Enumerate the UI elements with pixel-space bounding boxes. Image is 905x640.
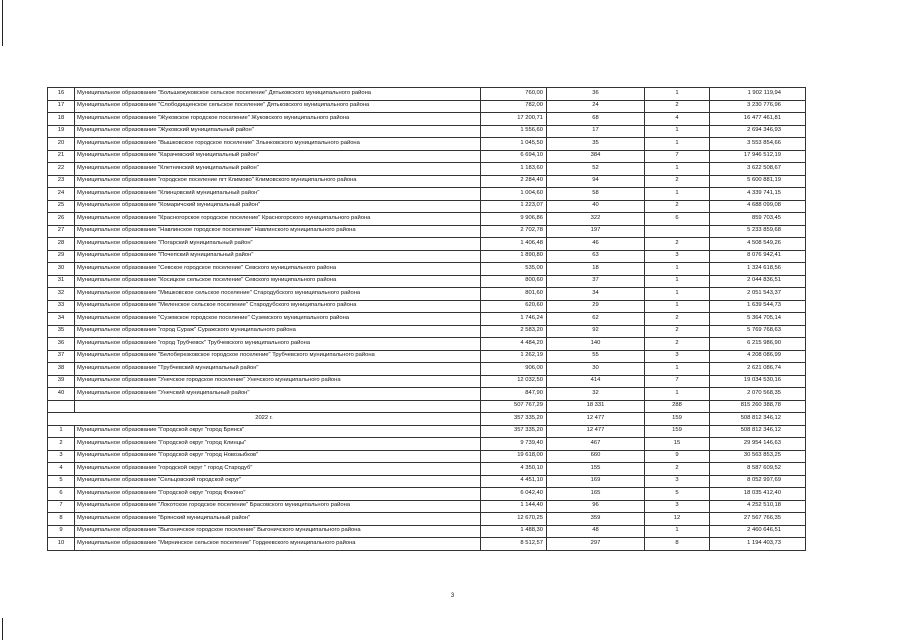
- row-count: 3: [645, 350, 710, 363]
- table-row: [48, 125, 806, 138]
- table-row: [48, 363, 806, 376]
- row-population: 359: [547, 513, 645, 526]
- row-area: 8 512,57: [481, 538, 547, 551]
- row-name: Муниципальное образование "Городской округ "город Брянск": [75, 425, 481, 438]
- row-name: Муниципальное образование "Выгоничское городское поселение" Выгоничского муниципального района: [75, 525, 481, 538]
- row-name: Муниципальное образование "Погарский муниципальный район": [75, 238, 481, 251]
- row-area: 4 350,10: [481, 463, 547, 476]
- table-row: [48, 138, 806, 151]
- row-number: 40: [48, 388, 75, 401]
- table-row: [48, 100, 806, 113]
- table-row: [48, 438, 806, 451]
- row-population: 32: [547, 388, 645, 401]
- table-row: [48, 150, 806, 163]
- row-name: Муниципальное образование "Мишковское сельское поселение" Стародубского муниципального района: [75, 288, 481, 301]
- row-number: 10: [48, 538, 75, 551]
- table-row: [48, 425, 806, 438]
- row-population: 18: [547, 263, 645, 276]
- table-row: [48, 338, 806, 351]
- row-number: 5: [48, 475, 75, 488]
- row-number: 39: [48, 375, 75, 388]
- row-sum: 27 567 766,35: [710, 513, 806, 526]
- row-name: Муниципальное образование "Мирнинское сельское поселение" Гордеевского муниципального района: [75, 538, 481, 551]
- row-population: 96: [547, 500, 645, 513]
- row-count: 6: [645, 213, 710, 226]
- row-name: Муниципальное образование "Сельцовский городской округ": [75, 475, 481, 488]
- row-sum: 4 508 549,26: [710, 238, 806, 251]
- data-table: [47, 87, 806, 551]
- row-count: 2: [645, 238, 710, 251]
- year-sum: 508 812 346,12: [710, 413, 806, 426]
- row-area: 9 906,86: [481, 213, 547, 226]
- table-row: [48, 450, 806, 463]
- total-area: 507 767,29: [481, 400, 547, 413]
- row-number: 18: [48, 113, 75, 126]
- row-population: 46: [547, 238, 645, 251]
- row-population: 62: [547, 313, 645, 326]
- row-sum: 19 034 530,16: [710, 375, 806, 388]
- row-area: 760,00: [481, 88, 547, 101]
- row-sum: 4 339 741,15: [710, 188, 806, 201]
- row-count: 3: [645, 250, 710, 263]
- row-count: 2: [645, 313, 710, 326]
- row-count: [645, 225, 710, 238]
- row-area: 620,60: [481, 300, 547, 313]
- row-area: 1 746,24: [481, 313, 547, 326]
- row-area: 782,00: [481, 100, 547, 113]
- row-sum: 2 070 568,35: [710, 388, 806, 401]
- row-name: Муниципальное образование "Комаричский муниципальный район": [75, 200, 481, 213]
- row-name: Муниципальное образование "Суземское городское поселение" Суземского муниципального района: [75, 313, 481, 326]
- row-population: 297: [547, 538, 645, 551]
- table-row: [48, 538, 806, 551]
- row-name: Муниципальное образование "Клинцовский муниципальный район": [75, 188, 481, 201]
- row-count: 3: [645, 475, 710, 488]
- row-area: 19 618,00: [481, 450, 547, 463]
- row-sum: 5 600 881,19: [710, 175, 806, 188]
- row-count: 8: [645, 538, 710, 551]
- year-pop: 12 477: [547, 413, 645, 426]
- row-population: 58: [547, 188, 645, 201]
- row-area: 4 484,20: [481, 338, 547, 351]
- row-name: Муниципальное образование "Вышковское городское поселение" Злынковского муниципального района: [75, 138, 481, 151]
- row-name: Муниципальное образование "Почепский муниципальный район": [75, 250, 481, 263]
- row-area: 2 702,78: [481, 225, 547, 238]
- table-row: [48, 163, 806, 176]
- row-population: 37: [547, 275, 645, 288]
- row-number: 17: [48, 100, 75, 113]
- row-population: 52: [547, 163, 645, 176]
- row-population: 17: [547, 125, 645, 138]
- row-count: 1: [645, 275, 710, 288]
- table-row: [48, 200, 806, 213]
- row-population: 36: [547, 88, 645, 101]
- row-number: 24: [48, 188, 75, 201]
- row-sum: 1 324 618,56: [710, 263, 806, 276]
- left-margin-mark: [2, 618, 3, 640]
- row-population: 40: [547, 200, 645, 213]
- row-population: 384: [547, 150, 645, 163]
- row-population: 165: [547, 488, 645, 501]
- row-name: Муниципальное образование "Слободищенское сельское поселение" Дятьковского муниципального района: [75, 100, 481, 113]
- row-count: 2: [645, 325, 710, 338]
- row-area: 1 488,30: [481, 525, 547, 538]
- row-name: Муниципальное образование "Клетнянский муниципальный район": [75, 163, 481, 176]
- row-area: 1 890,80: [481, 250, 547, 263]
- table-row: [48, 313, 806, 326]
- row-number: 29: [48, 250, 75, 263]
- table-row: [48, 225, 806, 238]
- row-area: 4 451,10: [481, 475, 547, 488]
- row-population: 467: [547, 438, 645, 451]
- row-number: 38: [48, 363, 75, 376]
- row-population: 322: [547, 213, 645, 226]
- row-population: 140: [547, 338, 645, 351]
- row-sum: 1 902 119,94: [710, 88, 806, 101]
- row-number: 8: [48, 513, 75, 526]
- row-name: Муниципальное образование "Большежуковское сельское поселение" Дятьковского муниципального района: [75, 88, 481, 101]
- row-sum: 8 076 942,41: [710, 250, 806, 263]
- row-area: 6 694,10: [481, 150, 547, 163]
- row-sum: 5 233 859,68: [710, 225, 806, 238]
- row-sum: 2 460 646,51: [710, 525, 806, 538]
- row-area: 12 032,50: [481, 375, 547, 388]
- row-area: 2 583,20: [481, 325, 547, 338]
- row-count: 1: [645, 125, 710, 138]
- table-row: [48, 500, 806, 513]
- row-count: 1: [645, 163, 710, 176]
- table-row: [48, 488, 806, 501]
- row-name: Муниципальное образование "Городской округ "город Клинцы": [75, 438, 481, 451]
- row-number: 37: [48, 350, 75, 363]
- row-sum: 3 622 508,67: [710, 163, 806, 176]
- row-sum: 2 694 346,93: [710, 125, 806, 138]
- row-name: Муниципальное образование "Брянский муниципальный район": [75, 513, 481, 526]
- row-name: Муниципальное образование "Городской округ "город Новозыбков": [75, 450, 481, 463]
- row-population: 30: [547, 363, 645, 376]
- row-sum: 1 194 403,73: [710, 538, 806, 551]
- total-row: [48, 400, 806, 413]
- row-sum: 29 954 146,63: [710, 438, 806, 451]
- row-number: 28: [48, 238, 75, 251]
- row-number: 27: [48, 225, 75, 238]
- row-sum: 4 208 086,99: [710, 350, 806, 363]
- row-population: 48: [547, 525, 645, 538]
- row-count: 9: [645, 450, 710, 463]
- row-name: Муниципальное образование "Белоберезковское городское поселение" Трубчевского муниципального района: [75, 350, 481, 363]
- year-label: 2022 г.: [48, 413, 481, 426]
- row-sum: 6 215 986,90: [710, 338, 806, 351]
- row-number: 22: [48, 163, 75, 176]
- row-name: Муниципальное образование "Унечский муниципальный район": [75, 388, 481, 401]
- row-number: 9: [48, 525, 75, 538]
- row-population: 169: [547, 475, 645, 488]
- row-number: 4: [48, 463, 75, 476]
- row-sum: 508 812 346,12: [710, 425, 806, 438]
- row-area: 6 042,40: [481, 488, 547, 501]
- row-number: 25: [48, 200, 75, 213]
- row-name: Муниципальное образование "городское поселение пгт Климово" Климовского муниципального района: [75, 175, 481, 188]
- row-area: 17 200,71: [481, 113, 547, 126]
- row-area: 357 335,20: [481, 425, 547, 438]
- row-area: 2 284,40: [481, 175, 547, 188]
- row-sum: 3 230 776,96: [710, 100, 806, 113]
- row-count: 1: [645, 188, 710, 201]
- row-count: 1: [645, 525, 710, 538]
- total-sum: 815 260 388,78: [710, 400, 806, 413]
- table-row: [48, 350, 806, 363]
- row-count: 1: [645, 300, 710, 313]
- row-number: 32: [48, 288, 75, 301]
- row-count: 7: [645, 375, 710, 388]
- row-area: 1 262,19: [481, 350, 547, 363]
- row-number: 2: [48, 438, 75, 451]
- table-row: [48, 463, 806, 476]
- table-row: [48, 188, 806, 201]
- row-area: 535,00: [481, 263, 547, 276]
- table-row: [48, 388, 806, 401]
- row-count: 1: [645, 138, 710, 151]
- table-row: [48, 238, 806, 251]
- row-area: 801,60: [481, 288, 547, 301]
- row-area: 1 144,40: [481, 500, 547, 513]
- row-count: 159: [645, 425, 710, 438]
- row-population: 34: [547, 288, 645, 301]
- table-row: [48, 475, 806, 488]
- year-header-row: [48, 413, 806, 426]
- row-sum: 4 252 510,18: [710, 500, 806, 513]
- row-population: 155: [547, 463, 645, 476]
- row-name: Муниципальное образование "Жуковское городское поселение" Жуковского муниципального района: [75, 113, 481, 126]
- row-name: Муниципальное образование "Косицкое сельское поселение" Севского муниципального района: [75, 275, 481, 288]
- table-row: [48, 525, 806, 538]
- row-sum: 2 051 543,37: [710, 288, 806, 301]
- row-count: 1: [645, 363, 710, 376]
- year-area: 357 335,20: [481, 413, 547, 426]
- row-number: 26: [48, 213, 75, 226]
- row-count: 2: [645, 175, 710, 188]
- table-row: [48, 275, 806, 288]
- row-number: 21: [48, 150, 75, 163]
- row-area: 12 670,25: [481, 513, 547, 526]
- row-number: 34: [48, 313, 75, 326]
- row-sum: 5 769 768,63: [710, 325, 806, 338]
- table-row: [48, 175, 806, 188]
- row-count: 2: [645, 200, 710, 213]
- row-number: 30: [48, 263, 75, 276]
- row-population: 29: [547, 300, 645, 313]
- row-population: 92: [547, 325, 645, 338]
- table-row: [48, 263, 806, 276]
- left-margin-mark: [2, 0, 3, 46]
- row-population: 24: [547, 100, 645, 113]
- row-sum: 17 946 512,19: [710, 150, 806, 163]
- row-count: 1: [645, 88, 710, 101]
- row-population: 68: [547, 113, 645, 126]
- row-area: 9 739,40: [481, 438, 547, 451]
- row-area: 1 045,50: [481, 138, 547, 151]
- row-sum: 30 563 853,25: [710, 450, 806, 463]
- row-population: 197: [547, 225, 645, 238]
- row-name: Муниципальное образование "Локотское городское поселение" Брасовского муниципального района: [75, 500, 481, 513]
- row-number: 3: [48, 450, 75, 463]
- table-row: [48, 250, 806, 263]
- row-area: 1 406,48: [481, 238, 547, 251]
- row-sum: 859 703,45: [710, 213, 806, 226]
- row-count: 2: [645, 463, 710, 476]
- row-count: 4: [645, 113, 710, 126]
- row-count: 5: [645, 488, 710, 501]
- table-row: [48, 300, 806, 313]
- row-area: 800,60: [481, 275, 547, 288]
- row-area: 1 004,60: [481, 188, 547, 201]
- row-name: Муниципальное образование "город Трубчевск" Трубчевского муниципального района: [75, 338, 481, 351]
- row-number: 16: [48, 88, 75, 101]
- row-population: 35: [547, 138, 645, 151]
- row-number: 19: [48, 125, 75, 138]
- row-population: 414: [547, 375, 645, 388]
- total-pop: 18 331: [547, 400, 645, 413]
- row-count: 3: [645, 500, 710, 513]
- row-sum: 2 621 086,74: [710, 363, 806, 376]
- row-sum: 5 364 705,14: [710, 313, 806, 326]
- row-population: 12 477: [547, 425, 645, 438]
- row-name: Муниципальное образование "городской округ " город Стародуб": [75, 463, 481, 476]
- row-population: 63: [547, 250, 645, 263]
- row-area: 1 556,60: [481, 125, 547, 138]
- row-number: 35: [48, 325, 75, 338]
- row-name: Муниципальное образование "Красногорское городское поселение" Красногорского муниципального района: [75, 213, 481, 226]
- row-name: Муниципальное образование "Унечское городское поселение" Унечского муниципального района: [75, 375, 481, 388]
- total-count: 288: [645, 400, 710, 413]
- row-sum: 2 044 836,51: [710, 275, 806, 288]
- row-name: Муниципальное образование "Меленское сельское поселение" Стародубского муниципального района: [75, 300, 481, 313]
- row-number: 36: [48, 338, 75, 351]
- row-name: Муниципальное образование "Трубчевский муниципальный район": [75, 363, 481, 376]
- row-name: Муниципальное образование "Севское городское поселение" Севского муниципального района: [75, 263, 481, 276]
- row-sum: 18 035 412,40: [710, 488, 806, 501]
- row-count: 2: [645, 100, 710, 113]
- row-name: Муниципальное образование "Карачевский муниципальный район": [75, 150, 481, 163]
- row-number: 1: [48, 425, 75, 438]
- table-row: [48, 113, 806, 126]
- row-population: 55: [547, 350, 645, 363]
- row-sum: 4 688 099,08: [710, 200, 806, 213]
- row-count: 12: [645, 513, 710, 526]
- row-count: 15: [645, 438, 710, 451]
- table-row: [48, 325, 806, 338]
- row-sum: 8 052 997,69: [710, 475, 806, 488]
- row-count: 7: [645, 150, 710, 163]
- page-number: 3: [450, 593, 455, 599]
- row-area: 847,90: [481, 388, 547, 401]
- row-name: Муниципальное образование "город Сураж" Суражского муниципального района: [75, 325, 481, 338]
- row-population: 660: [547, 450, 645, 463]
- table-row: [48, 88, 806, 101]
- table-row: [48, 288, 806, 301]
- row-area: 906,00: [481, 363, 547, 376]
- row-sum: 3 553 854,66: [710, 138, 806, 151]
- row-number: 20: [48, 138, 75, 151]
- row-population: 94: [547, 175, 645, 188]
- row-name: Муниципальное образование "Городской округ "город Фокино": [75, 488, 481, 501]
- row-number: 31: [48, 275, 75, 288]
- row-count: 2: [645, 338, 710, 351]
- row-number: 6: [48, 488, 75, 501]
- year-count: 159: [645, 413, 710, 426]
- row-name: Муниципальное образование "Навлинское городское поселение" Навлинского муниципального района: [75, 225, 481, 238]
- row-name: Муниципальное образование "Жуковский муниципальный район": [75, 125, 481, 138]
- row-number: 33: [48, 300, 75, 313]
- row-number: 23: [48, 175, 75, 188]
- table-row: [48, 375, 806, 388]
- row-area: 1 223,07: [481, 200, 547, 213]
- row-area: 1 183,60: [481, 163, 547, 176]
- row-sum: 1 639 544,73: [710, 300, 806, 313]
- table-row: [48, 513, 806, 526]
- row-count: 1: [645, 388, 710, 401]
- row-count: 1: [645, 288, 710, 301]
- row-number: 7: [48, 500, 75, 513]
- row-count: 1: [645, 263, 710, 276]
- row-sum: 8 587 609,52: [710, 463, 806, 476]
- row-sum: 16 477 461,81: [710, 113, 806, 126]
- table-row: [48, 213, 806, 226]
